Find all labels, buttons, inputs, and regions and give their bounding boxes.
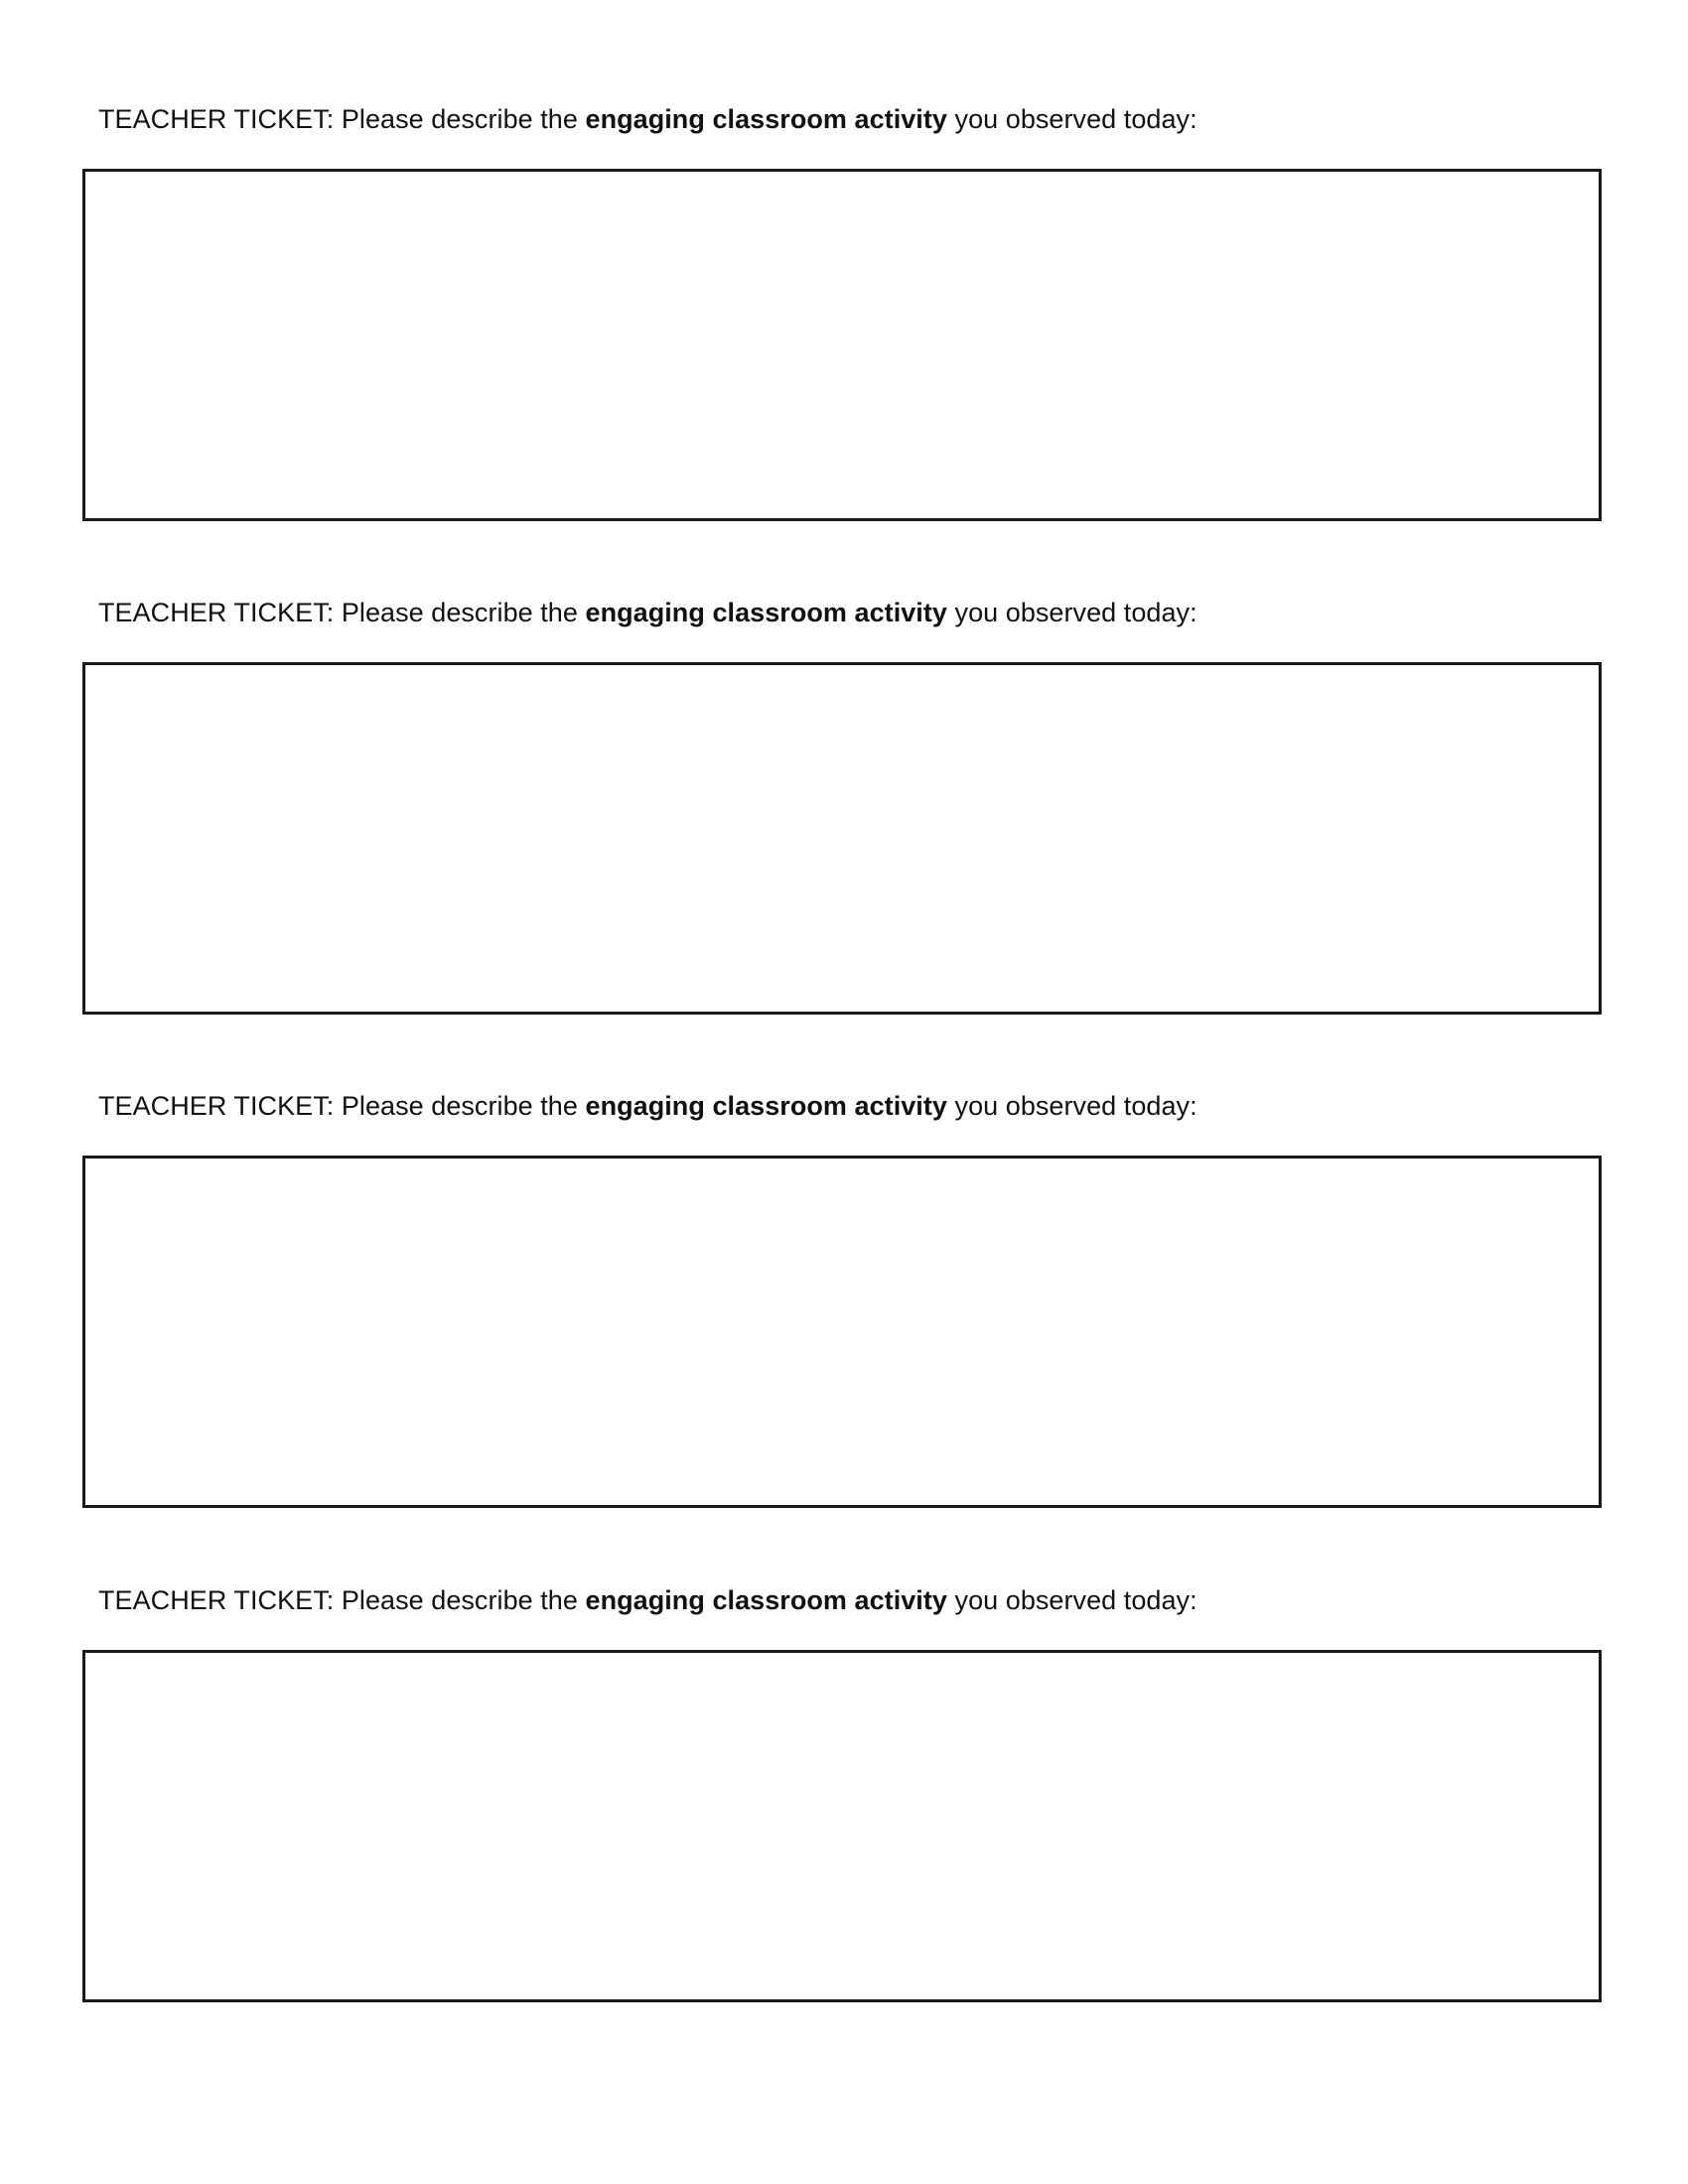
teacher-ticket [0, 1481, 1688, 1898]
ticket-prompt [98, 593, 1197, 632]
prompt-emphasis: engaging classroom activity [585, 598, 947, 627]
teacher-ticket [0, 987, 1688, 1404]
prompt-prefix: TEACHER TICKET: Please describe the [98, 104, 586, 134]
answer-box[interactable] [82, 662, 1602, 1015]
prompt-prefix: TEACHER TICKET: Please describe the [98, 598, 586, 627]
prompt-emphasis: engaging classroom activity [585, 1585, 947, 1615]
teacher-ticket [0, 493, 1688, 910]
teacher-ticket [0, 0, 1688, 417]
prompt-emphasis: engaging classroom activity [585, 104, 947, 134]
answer-box[interactable] [82, 1156, 1602, 1508]
prompt-suffix: you observed today: [946, 1585, 1197, 1615]
prompt-prefix: TEACHER TICKET: Please describe the [98, 1585, 586, 1615]
prompt-suffix: you observed today: [946, 1091, 1197, 1121]
ticket-prompt [98, 99, 1197, 139]
ticket-prompt [98, 1580, 1197, 1620]
prompt-suffix: you observed today: [946, 598, 1197, 627]
answer-box[interactable] [82, 169, 1602, 521]
prompt-emphasis: engaging classroom activity [585, 1091, 947, 1121]
prompt-prefix: TEACHER TICKET: Please describe the [98, 1091, 586, 1121]
answer-box[interactable] [82, 1650, 1602, 2002]
prompt-suffix: you observed today: [946, 104, 1197, 134]
ticket-prompt [98, 1086, 1197, 1126]
